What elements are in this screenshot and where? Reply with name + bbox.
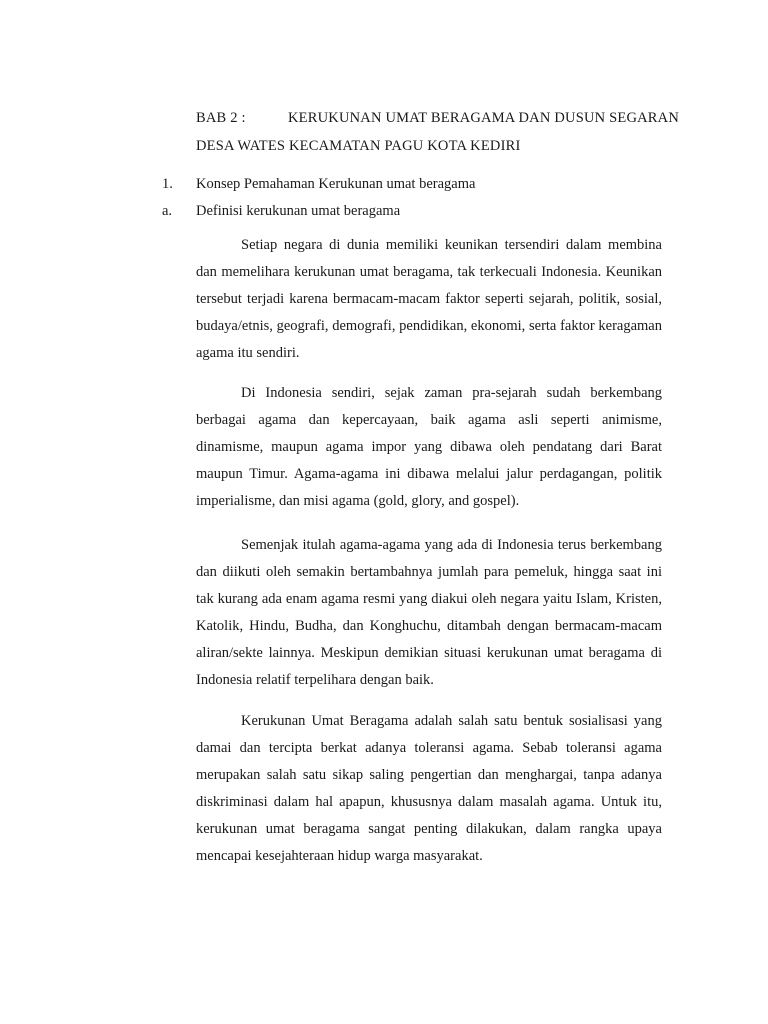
chapter-title-text-1: KERUKUNAN UMAT BERAGAMA DAN DUSUN SEGARAN [288,110,679,126]
section-heading-1 [162,176,475,193]
chapter-prefix: BAB 2 : [196,110,246,126]
paragraph-4: Kerukunan Umat Beragama adalah salah satu bentuk sosialisasi yang damai dan tercipta berkat adanya toleransi agama. Sebab toleransi agama merupakan salah satu sikap saling pengertian dan menghargai, tanpa adanya diskriminasi dalam hal apapun, khususnya dalam masalah agama. Untuk itu, kerukunan umat beragama sangat penting dilakukan, dalam rangka upaya mencapai kesejahteraan hidup warga masyarakat. [196,713,662,864]
section-marker: 1. [162,176,173,192]
chapter-title-line-2 [196,138,521,155]
paragraph-2: Di Indonesia sendiri, sejak zaman pra-sejarah sudah berkembang berbagai agama dan kepercayaan, baik agama asli seperti animisme, dinamisme, maupun agama impor yang dibawa oleh pendatang dari Barat maupun Timur. Agama-agama ini dibawa melalui jalur perdagangan, politik imperialisme, dan misi agama (gold, glory, and gospel). [196,385,662,509]
chapter-title-text-2: DESA WATES KECAMATAN PAGU KOTA KEDIRI [196,138,521,154]
subsection-title: Definisi kerukunan umat beragama [196,203,401,219]
chapter-title-line-1 [196,110,679,127]
paragraph-1: Setiap negara di dunia memiliki keunikan tersendiri dalam membina dan memelihara kerukunan umat beragama, tak terkecuali Indonesia. Keunikan tersebut terjadi karena bermacam-macam faktor seperti sejarah, politik, sosial, budaya/etnis, geografi, demografi, pendidikan, ekonomi, serta faktor keragaman agama itu sendiri. [196,237,662,361]
subsection-heading-a [162,203,400,220]
paragraph-3: Semenjak itulah agama-agama yang ada di Indonesia terus berkembang dan diikuti oleh semakin bertambahnya jumlah para pemeluk, hingga saat ini tak kurang ada enam agama resmi yang diakui oleh negara yaitu Islam, Kristen, Katolik, Hindu, Budha, dan Konghuchu, ditambah dengan bermacam-macam aliran/sekte lainnya. Meskipun demikian situasi kerukunan umat beragama di Indonesia relatif terpelihara dengan baik. [196,537,662,688]
section-title: Konsep Pemahaman Kerukunan umat beragama [196,176,476,192]
subsection-marker: a. [162,203,173,219]
